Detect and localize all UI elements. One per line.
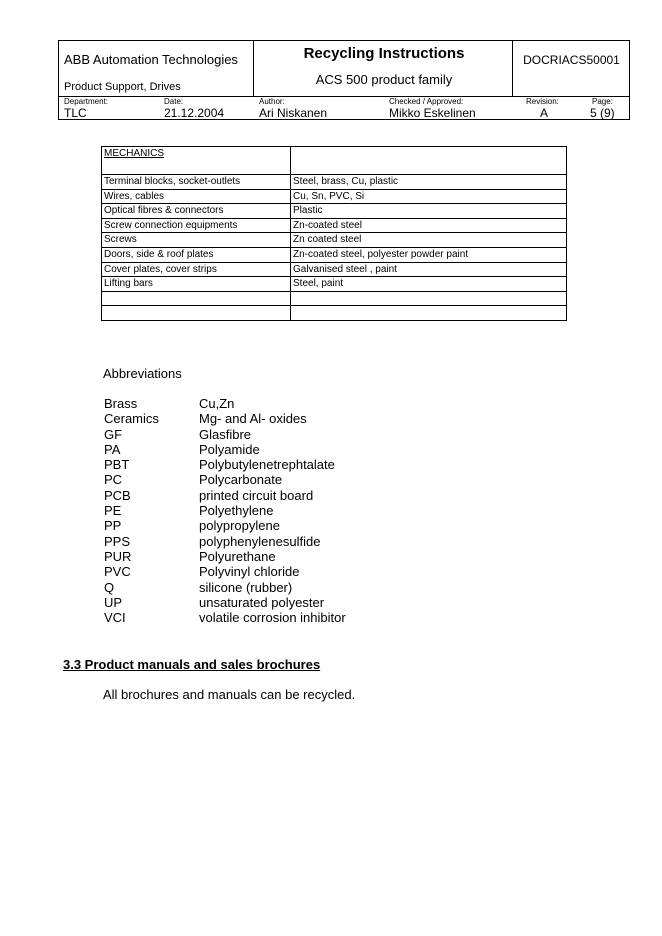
material-cell: Zn-coated steel, polyester powder paint [291,247,567,262]
part-cell [102,291,291,306]
list-item [104,503,346,518]
abbreviation: PA [104,441,121,457]
part-cell: Wires, cables [102,189,291,204]
part-cell [102,306,291,321]
list-item [104,472,346,487]
material-cell: Plastic [291,204,567,219]
table-row [102,247,567,262]
abbreviations-title: Abbreviations [103,366,182,381]
table-row [102,291,567,306]
checked-value: Mikko Eskelinen [389,106,476,120]
abbreviation-meaning: Polybutylenetrephtalate [199,457,335,473]
table-header-row [102,147,567,175]
abbreviation-meaning: polypropylene [199,518,280,534]
date-label: Date: [164,97,184,106]
part-cell: Terminal blocks, socket-outlets [102,175,291,190]
abbreviation: GF [104,426,123,442]
list-item [104,488,346,503]
part-cell: Doors, side & roof plates [102,247,291,262]
abbreviation-meaning: Cu,Zn [199,396,235,411]
list-item [104,549,346,564]
material-cell [291,291,567,306]
header-divider [253,41,254,96]
table-row [102,189,567,204]
material-cell: Steel, paint [291,277,567,292]
abbreviation-meaning: Mg- and Al- oxides [199,411,307,427]
revision-label: Revision: [526,97,559,106]
abbreviation: PPS [104,533,131,549]
page-value: 5 (9) [590,106,615,120]
list-item [104,534,346,549]
abbreviation: PVC [104,564,131,580]
abbreviations-list [104,396,346,625]
document-header [58,40,630,120]
mechanics-heading: MECHANICS [104,148,165,159]
company-name: ABB Automation Technologies [64,52,238,67]
abbreviation: PBT [104,457,130,473]
abbreviation: PCB [104,487,131,503]
list-item [104,411,346,426]
table-header-cell [102,147,291,175]
department-value: TLC [64,106,87,120]
abbreviation-meaning: volatile corrosion inhibitor [199,610,346,626]
abbreviation: VCI [104,610,126,626]
abbreviation-meaning: Polyurethane [199,548,276,564]
list-item [104,396,346,411]
mechanics-table [101,146,567,321]
revision-value: A [540,106,549,120]
abbreviation-meaning: Polyethylene [199,503,274,519]
abbreviation-meaning: unsaturated polyester [199,594,325,610]
abbreviation-meaning: Polyvinyl chloride [199,564,300,580]
abbreviation-meaning: printed circuit board [199,487,314,503]
material-cell [291,306,567,321]
material-cell: Zn-coated steel [291,218,567,233]
document-title: Recycling Instructions [303,45,465,62]
abbreviation-meaning: silicone (rubber) [199,579,293,595]
subdepartment: Product Support, Drives [64,81,181,93]
part-cell: Screw connection equipments [102,218,291,233]
list-item [104,564,346,579]
material-cell: Galvanised steel , paint [291,262,567,277]
part-cell: Screws [102,233,291,248]
part-cell: Lifting bars [102,277,291,292]
abbreviation-meaning: Polycarbonate [199,472,283,488]
list-item [104,457,346,472]
author-value: Ari Niskanen [259,106,328,120]
department-label: Department: [64,97,109,106]
abbreviation: PUR [104,548,132,564]
table-row [102,175,567,190]
page-label: Page: [592,97,613,106]
part-cell: Cover plates, cover strips [102,262,291,277]
list-item [104,610,346,625]
abbreviation: PC [104,472,123,488]
table-row [102,306,567,321]
table-header-cell [291,147,567,175]
section-body: All brochures and manuals can be recycled. [103,687,356,702]
abbreviation-meaning: Polyamide [199,441,260,457]
checked-label: Checked / Approved: [389,97,464,106]
table-row [102,277,567,292]
list-item [104,595,346,610]
section-heading: 3.3 Product manuals and sales brochures [63,657,321,672]
date-value: 21.12.2004 [164,106,225,120]
abbreviation-meaning: polyphenylenesulfide [199,533,321,549]
abbreviation: Brass [104,396,138,411]
abbreviation: PP [104,518,122,534]
author-label: Author: [259,97,285,106]
table-row [102,262,567,277]
abbreviation: Ceramics [104,411,159,427]
material-cell: Cu, Sn, PVC, Si [291,189,567,204]
table-row [102,233,567,248]
document-subtitle: ACS 500 product family [315,72,453,87]
list-item [104,427,346,442]
material-cell: Steel, brass, Cu, plastic [291,175,567,190]
table-row [102,204,567,219]
abbreviation: UP [104,594,123,610]
part-cell: Optical fibres & connectors [102,204,291,219]
table-row [102,218,567,233]
list-item [104,442,346,457]
abbreviation-meaning: Glasfibre [199,426,252,442]
material-cell: Zn coated steel [291,233,567,248]
list-item [104,580,346,595]
abbreviation: PE [104,503,122,519]
document-id: DOCRIACS50001 [523,53,620,67]
list-item [104,518,346,533]
abbreviation: Q [104,579,115,595]
